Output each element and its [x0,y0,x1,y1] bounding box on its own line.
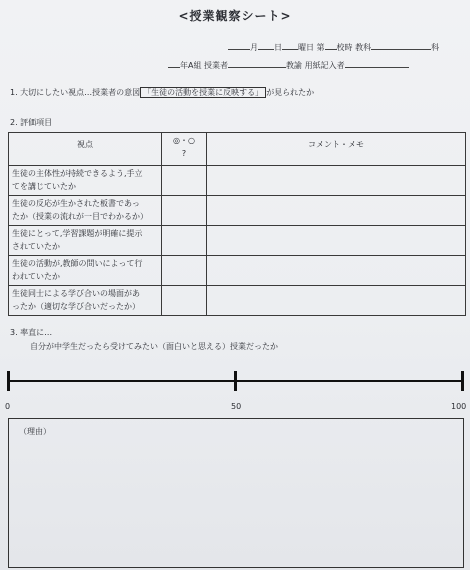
viewpoint-line1: 生徒の活動が,教師の問いによって行 [12,259,143,268]
table-row [9,286,466,316]
section3-heading: 3. 率直に… [10,328,53,337]
viewpoint-line2: されていたか [12,242,60,251]
mark-header-line1: ◎・○ [173,136,195,145]
section1-highlight: 「生徒の活動を授業に反映する」 [140,87,266,98]
day-blank[interactable] [258,41,274,50]
table-header-row [9,133,466,166]
viewpoint-line2: われていたか [12,272,60,281]
mark-header-line2: ? [181,149,187,158]
reason-label: （理由） [19,427,51,436]
table-row [9,226,466,256]
weekday-label: 曜日 [298,43,314,52]
mark-cell[interactable] [162,256,207,286]
comment-cell[interactable] [207,256,466,286]
period-blank[interactable] [325,41,337,50]
recorder-blank[interactable] [345,59,409,68]
table-row [9,196,466,226]
viewpoint-cell [9,256,162,286]
mark-header [162,133,207,166]
table-row [9,166,466,196]
teacher-blank[interactable] [228,59,286,68]
grade-blank[interactable] [168,59,180,68]
viewpoint-line2: ったか（適切な学び合いだったか） [12,302,140,311]
viewpoint-line1: 生徒の反応が生かされた板書であっ [12,199,140,208]
viewpoint-line1: 生徒の主体性が持続できるよう,手立 [12,169,143,178]
scale-tick-mid [234,371,237,391]
sheet-title: <授業観察シート> [178,9,292,23]
viewpoint-line2: たか（授業の流れが一目でわかるか） [12,212,148,221]
period-suffix: 校時 [336,43,353,52]
month-blank[interactable] [228,41,250,50]
month-label: 月 [250,43,258,52]
scale-label-min: 0 [5,402,11,411]
class-label: 年A組 [180,61,202,70]
subject-suffix: 科 [431,43,440,52]
viewpoint-cell [9,166,162,196]
comment-header: コメント・メモ [207,133,466,166]
subject-blank[interactable] [371,41,431,50]
viewpoint-cell [9,226,162,256]
class-teacher-recorder-line [168,59,409,71]
viewpoint-cell [9,196,162,226]
mark-cell[interactable] [162,196,207,226]
scale-tick-min [7,371,10,391]
weekday-blank[interactable] [282,41,298,50]
recorder-label: 用紙記入者 [304,61,345,70]
subject-label: 教科 [355,43,372,52]
section1-suffix: が見られたか [266,88,315,97]
comment-cell[interactable] [207,196,466,226]
table-row [9,256,466,286]
comment-cell[interactable] [207,286,466,316]
scale-label-max: 100 [451,402,467,411]
comment-cell[interactable] [207,166,466,196]
mark-cell[interactable] [162,226,207,256]
section1-prefix: 1. 大切にしたい視点…授業者の意図 [10,88,141,97]
evaluation-table [8,132,466,316]
teacher-suffix: 教諭 [286,61,303,70]
period-prefix: 第 [316,43,325,52]
mark-cell[interactable] [162,166,207,196]
day-label: 日 [274,43,282,52]
reason-box[interactable] [8,418,464,568]
date-period-subject-line [228,41,439,53]
section3-question: 自分が中学生だったら受けてみたい（面白いと思える）授業だったか [30,342,278,351]
viewpoint-line2: てを講じていたか [12,182,76,191]
mark-cell[interactable] [162,286,207,316]
viewpoint-cell [9,286,162,316]
viewpoint-line1: 生徒同士による学び合いの場面があ [12,289,140,298]
viewpoint-header: 視点 [9,133,162,166]
section1-viewpoint [10,88,314,98]
teacher-label: 授業者 [204,61,229,70]
section2-heading: 2. 評価項目 [10,118,53,127]
scale-label-mid: 50 [231,402,242,411]
scale-tick-max [461,371,464,391]
viewpoint-line1: 生徒にとって,学習課題が明確に提示 [12,229,143,238]
comment-cell[interactable] [207,226,466,256]
